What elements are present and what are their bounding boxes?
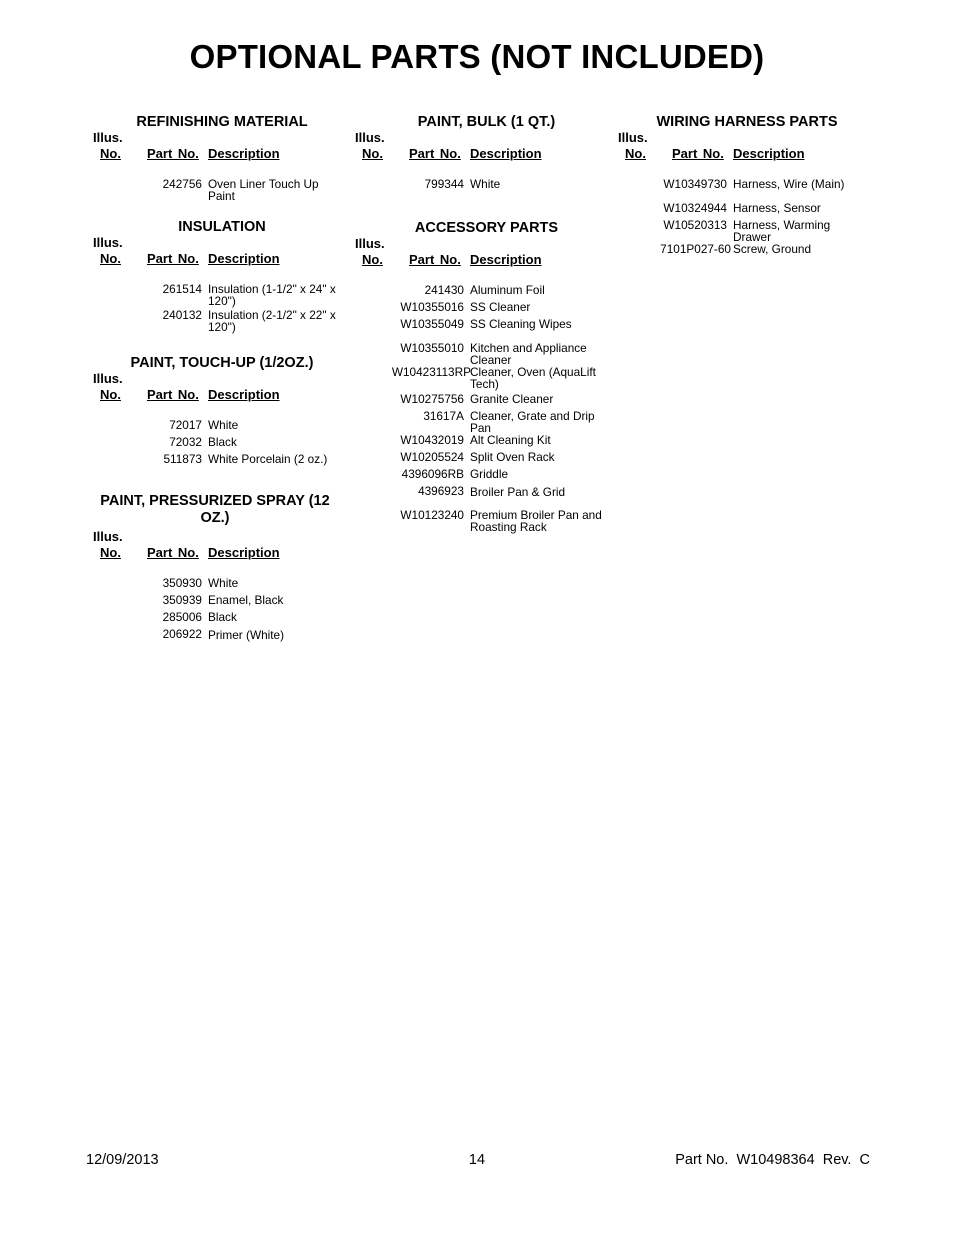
table-row xyxy=(90,283,340,307)
part-description: White xyxy=(208,576,239,590)
parts-list xyxy=(352,284,607,533)
table-row xyxy=(90,178,340,202)
part-description: Aluminum Foil xyxy=(470,283,545,297)
section-title: WIRING HARNESS PARTS xyxy=(656,114,838,130)
part-description: Screw, Ground xyxy=(733,242,812,256)
column-header xyxy=(615,130,865,168)
header-description: Description xyxy=(470,252,542,267)
table-row xyxy=(352,178,607,190)
part-description: Primer (White) xyxy=(208,628,285,642)
section-title: PAINT, BULK (1 QT.) xyxy=(417,114,556,130)
part-description: Kitchen and Appliance Cleaner xyxy=(470,341,587,367)
part-number: 72032 xyxy=(169,435,202,449)
table-row xyxy=(90,628,340,641)
table-row xyxy=(352,434,607,446)
parts-list xyxy=(615,178,865,255)
part-description: Harness, Sensor xyxy=(733,201,821,215)
header-illus: Illus. xyxy=(93,235,123,250)
table-row xyxy=(615,219,865,243)
part-number: 511873 xyxy=(163,452,202,466)
section-paint-pressurized-spray xyxy=(90,493,340,641)
table-row xyxy=(352,301,607,313)
section-paint-bulk xyxy=(352,114,607,190)
footer-date: 12/09/2013 xyxy=(86,1152,159,1168)
part-description: SS Cleaning Wipes xyxy=(470,317,572,331)
header-description: Description xyxy=(208,251,280,266)
part-number: W10349730 xyxy=(663,177,727,191)
part-description: Premium Broiler Pan and Roasting Rack xyxy=(470,508,602,534)
table-row xyxy=(90,419,340,431)
part-number: W10205524 xyxy=(400,450,464,464)
part-number: 72017 xyxy=(169,418,202,432)
part-description: White xyxy=(470,177,501,191)
part-number: 240132 xyxy=(162,308,202,322)
table-row xyxy=(90,436,340,448)
part-description: Insulation (1-1/2" x 24" x 120") xyxy=(208,282,336,308)
part-number: W10520313 xyxy=(663,218,727,232)
parts-list xyxy=(90,283,340,333)
column-header xyxy=(90,235,340,273)
header-no: No. xyxy=(362,146,383,161)
table-row xyxy=(352,318,607,330)
column-left xyxy=(90,114,340,641)
part-number: 31617A xyxy=(423,409,464,423)
column-middle xyxy=(352,114,607,533)
part-number: W10123240 xyxy=(400,508,464,522)
part-number: 4396096RB xyxy=(401,467,464,481)
section-title: PAINT, PRESSURIZED SPRAY (12 OZ.) xyxy=(100,493,330,526)
parts-list xyxy=(352,178,607,190)
column-header xyxy=(90,371,340,409)
column-right xyxy=(615,114,865,255)
page-title: OPTIONAL PARTS (NOT INCLUDED) xyxy=(189,38,765,75)
part-number: 350939 xyxy=(162,593,202,607)
column-header xyxy=(90,529,340,567)
table-row xyxy=(352,393,607,405)
header-illus: Illus. xyxy=(618,130,648,145)
part-description: Harness, Warming Drawer xyxy=(733,218,831,244)
table-row xyxy=(615,178,865,190)
part-number: 242756 xyxy=(162,177,202,191)
part-number: 4396923 xyxy=(418,484,464,498)
section-paint-touch-up xyxy=(90,355,340,465)
column-header xyxy=(352,236,607,274)
part-number: W10423113RP xyxy=(391,365,471,379)
part-number: W10355049 xyxy=(400,317,464,331)
header-part-no: Part No. xyxy=(672,146,724,161)
table-row xyxy=(352,342,607,366)
part-description: Black xyxy=(208,435,237,449)
part-number: 350930 xyxy=(162,576,202,590)
part-number: W10275756 xyxy=(400,392,464,406)
header-description: Description xyxy=(208,387,280,402)
footer-part-number: Part No. W10498364 Rev. C xyxy=(675,1152,870,1168)
header-part-no: Part No. xyxy=(147,251,199,266)
parts-list xyxy=(90,178,340,202)
header-illus: Illus. xyxy=(93,130,123,145)
section-insulation xyxy=(90,219,340,333)
part-description: Griddle xyxy=(470,467,509,481)
part-description: Cleaner, Grate and Drip Pan xyxy=(470,409,595,435)
part-number: 799344 xyxy=(424,177,464,191)
part-description: Split Oven Rack xyxy=(470,450,555,464)
header-no: No. xyxy=(100,545,121,560)
part-number: 261514 xyxy=(162,282,202,296)
table-row xyxy=(352,451,607,463)
header-no: No. xyxy=(100,251,121,266)
part-description: Cleaner, Oven (AquaLift Tech) xyxy=(470,365,596,391)
parts-list xyxy=(90,419,340,465)
header-no: No. xyxy=(100,387,121,402)
header-description: Description xyxy=(208,545,280,560)
part-number: 206922 xyxy=(162,627,202,641)
part-description: Enamel, Black xyxy=(208,593,284,607)
table-row xyxy=(90,611,340,623)
column-header xyxy=(90,130,340,168)
section-wiring-harness-parts xyxy=(615,114,865,255)
part-description: Granite Cleaner xyxy=(470,392,554,406)
table-row xyxy=(90,453,340,465)
table-row xyxy=(352,509,607,533)
table-row xyxy=(352,366,607,390)
table-row xyxy=(352,468,607,480)
header-illus: Illus. xyxy=(93,371,123,386)
header-part-no: Part No. xyxy=(147,387,199,402)
footer-page-number: 14 xyxy=(468,1152,486,1168)
table-row xyxy=(352,284,607,296)
table-row xyxy=(615,243,865,255)
part-number: W10432019 xyxy=(400,433,464,447)
part-description: Black xyxy=(208,610,237,624)
header-description: Description xyxy=(733,146,805,161)
section-title: REFINISHING MATERIAL xyxy=(136,114,308,130)
part-description: Harness, Wire (Main) xyxy=(733,177,845,191)
part-number: 285006 xyxy=(162,610,202,624)
header-no: No. xyxy=(362,252,383,267)
section-title: PAINT, TOUCH-UP (1/2OZ.) xyxy=(130,355,314,371)
table-row xyxy=(90,577,340,589)
section-title: INSULATION xyxy=(178,219,266,235)
part-description: Alt Cleaning Kit xyxy=(470,433,551,447)
header-part-no: Part No. xyxy=(147,146,199,161)
header-part-no: Part No. xyxy=(409,252,461,267)
part-description: Broiler Pan & Grid xyxy=(470,485,566,499)
header-description: Description xyxy=(470,146,542,161)
header-illus: Illus. xyxy=(355,236,385,251)
part-description: White Porcelain (2 oz.) xyxy=(208,452,328,466)
column-header xyxy=(352,130,607,168)
header-part-no: Part No. xyxy=(147,545,199,560)
part-number: W10355016 xyxy=(400,300,464,314)
header-no: No. xyxy=(100,146,121,161)
part-description: Oven Liner Touch Up Paint xyxy=(208,177,319,203)
part-number: 241430 xyxy=(424,283,464,297)
part-number: W10324944 xyxy=(663,201,727,215)
table-row xyxy=(90,594,340,606)
table-row xyxy=(352,485,607,498)
part-description: Insulation (2-1/2" x 22" x 120") xyxy=(208,308,336,334)
table-row xyxy=(90,309,340,333)
header-part-no: Part No. xyxy=(409,146,461,161)
header-no: No. xyxy=(625,146,646,161)
header-illus: Illus. xyxy=(355,130,385,145)
section-refinishing-material xyxy=(90,114,340,202)
parts-list xyxy=(90,577,340,641)
section-accessory-parts xyxy=(352,220,607,533)
header-description: Description xyxy=(208,146,280,161)
part-description: SS Cleaner xyxy=(470,300,531,314)
part-description: White xyxy=(208,418,239,432)
section-title: ACCESSORY PARTS xyxy=(414,220,559,236)
header-illus: Illus. xyxy=(93,529,123,544)
part-number: 7101P027-60 xyxy=(660,242,731,256)
table-row xyxy=(615,202,865,214)
table-row xyxy=(352,410,607,434)
part-number: W10355010 xyxy=(400,341,464,355)
